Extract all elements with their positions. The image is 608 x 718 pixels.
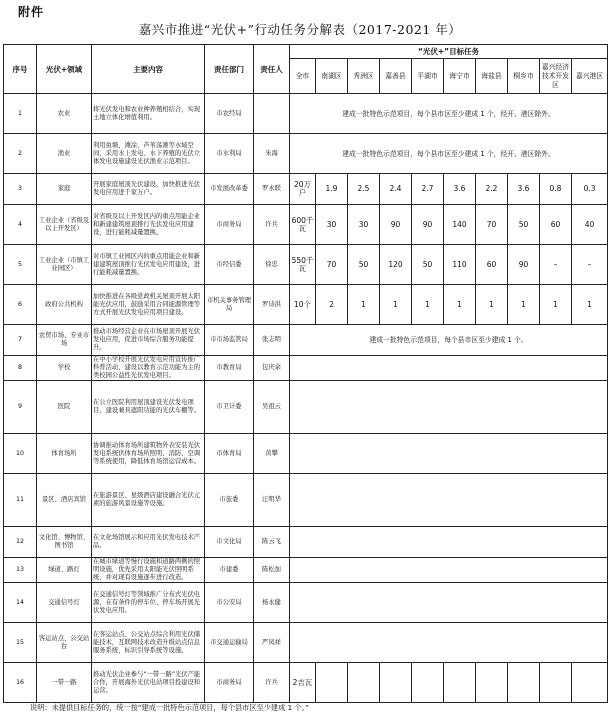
row-target-value: 30 — [316, 205, 348, 245]
table-row — [4, 356, 608, 381]
row-target-value — [380, 663, 412, 703]
row-target-value: 10个 — [290, 285, 316, 325]
table-row — [4, 245, 608, 285]
row-seq: 10 — [4, 434, 37, 474]
row-target-span: 建成一批特色示范项目，每个县市区至少建成 1 个，经开、港区除外。 — [290, 134, 608, 174]
table-row — [4, 558, 608, 583]
row-content: 协调推动体育场所建筑物外表安装光伏发电系统供体育场所照明、消防、空调等系统使用，降低体育场馆运营成本。 — [92, 434, 205, 474]
row-person: 吴祖云 — [254, 381, 290, 434]
row-dept: 市水利局 — [205, 134, 254, 174]
row-field: 工业企业（市镇工业园区） — [37, 245, 92, 285]
row-target-empty — [290, 434, 608, 474]
row-target-value: 1 — [572, 285, 608, 325]
row-person: 陈云飞 — [254, 527, 290, 558]
table-row — [4, 94, 608, 134]
row-field: 客运站点、公交站台 — [37, 623, 92, 663]
header-region: 全市 — [290, 59, 316, 94]
row-target-value: 0.3 — [572, 174, 608, 205]
row-seq: 2 — [4, 134, 37, 174]
row-target-value: 60 — [476, 245, 508, 285]
row-person: 黄攀 — [254, 434, 290, 474]
row-field: 文化馆、博物馆、图书馆 — [37, 527, 92, 558]
row-field: 农业 — [37, 94, 92, 134]
header-region: 海宁市 — [444, 59, 476, 94]
row-target-value: 70 — [476, 205, 508, 245]
header-region: 桐乡市 — [508, 59, 540, 94]
row-seq: 12 — [4, 527, 37, 558]
header-region: 秀洲区 — [348, 59, 380, 94]
row-content: 推动市场经营企业在市场屋顶开展光伏发电应用，促进市场综合服务功能提升。 — [92, 325, 205, 356]
row-target-value: – — [540, 245, 572, 285]
row-seq: 3 — [4, 174, 37, 205]
row-target-value: – — [572, 245, 608, 285]
row-target-value: 60 — [540, 205, 572, 245]
row-seq: 6 — [4, 285, 37, 325]
footnote: 说明：未提供目标任务的，统一按“建成一批特色示范项目，每个县市区至少建成 1 个。” — [30, 703, 309, 712]
row-target-value: 2 — [316, 285, 348, 325]
row-content: 对省级及以上开发区内的重点用能企业和新建建筑屋顶推行光伏发电应用建设，进行能耗减量置换。 — [92, 205, 205, 245]
row-person: 汪明华 — [254, 474, 290, 527]
table-row — [4, 285, 608, 325]
row-target-value: 50 — [508, 205, 540, 245]
row-target-empty — [290, 356, 608, 381]
row-target-value: 600千瓦 — [290, 205, 316, 245]
row-content: 在旅游景区、星级酒店建设融合光伏元素的旅游风景设施等设施。 — [92, 474, 205, 527]
row-seq: 9 — [4, 381, 37, 434]
row-person: 张志明 — [254, 325, 290, 356]
row-target-value: 3.6 — [508, 174, 540, 205]
row-dept: 市体育局 — [205, 434, 254, 474]
row-target-empty — [290, 558, 608, 583]
row-dept: 市商务局 — [205, 663, 254, 703]
row-target-span: 建成一批特色示范项目，每个县市区至少建成 1 个，经开、港区除外。 — [290, 94, 608, 134]
table-row — [4, 434, 608, 474]
row-target-empty — [290, 527, 608, 558]
row-seq: 5 — [4, 245, 37, 285]
row-person: 许兵 — [254, 663, 290, 703]
row-field: 一带一路 — [37, 663, 92, 703]
row-target-value: 40 — [572, 205, 608, 245]
header-targets: “光伏+”目标任务 — [290, 45, 608, 59]
row-field: 医院 — [37, 381, 92, 434]
row-dept: 市教育局 — [205, 356, 254, 381]
table-row — [4, 583, 608, 623]
row-dept: 市卫计委 — [205, 381, 254, 434]
row-content: 在客运站点、公交站点综合利用光伏储能技术，互联网技术改造升级站点信息服务系统，标识引导系统等设施。 — [92, 623, 205, 663]
row-field: 交通信号灯 — [37, 583, 92, 623]
row-dept: 市经信委 — [205, 245, 254, 285]
header-region: 南湖区 — [316, 59, 348, 94]
table-row — [4, 325, 608, 356]
table-row — [4, 663, 608, 703]
row-content: 对市镇工业园区内的重点用能企业和新建建筑屋顶推行光伏发电应用建设，进行能耗减量置换。 — [92, 245, 205, 285]
row-field: 农贸市场、专业市场 — [37, 325, 92, 356]
header-seq: 序号 — [4, 45, 37, 94]
table-row — [4, 623, 608, 663]
row-target-value — [540, 663, 572, 703]
row-target-value — [412, 663, 444, 703]
row-target-value: 3.6 — [444, 174, 476, 205]
table-row — [4, 381, 608, 434]
row-seq: 1 — [4, 94, 37, 134]
row-target-value: 2.2 — [476, 174, 508, 205]
row-target-value: 50 — [412, 245, 444, 285]
row-target-value: 30 — [348, 205, 380, 245]
row-seq: 4 — [4, 205, 37, 245]
header-dept: 责任部门 — [205, 45, 254, 94]
header-region: 嘉善县 — [380, 59, 412, 94]
header-content: 主要内容 — [92, 45, 205, 94]
row-seq: 8 — [4, 356, 37, 381]
row-target-value: 90 — [412, 205, 444, 245]
row-seq: 16 — [4, 663, 37, 703]
row-content: 在公立医院利用屋顶建设光伏发电项目，建设兼具遮阳功能的光伏车棚等。 — [92, 381, 205, 434]
row-target-value: 2.4 — [380, 174, 412, 205]
row-seq: 14 — [4, 583, 37, 623]
row-target-value — [572, 663, 608, 703]
row-target-value: 90 — [508, 245, 540, 285]
row-target-value — [476, 663, 508, 703]
row-seq: 7 — [4, 325, 37, 356]
row-dept: 市机关事务管理局 — [205, 285, 254, 325]
header-field: 光伏+领域 — [37, 45, 92, 94]
row-seq: 11 — [4, 474, 37, 527]
row-content: 开展家庭屋顶光伏建设，加快推进光伏发电应用进千家万户。 — [92, 174, 205, 205]
row-target-span: 建成一批特色示范项目，每个县市区至少建成 1 个。 — [290, 325, 608, 356]
header-region: 嘉兴港区 — [572, 59, 608, 94]
row-field: 学校 — [37, 356, 92, 381]
row-person: 罗诗洪 — [254, 285, 290, 325]
row-target-value: 140 — [444, 205, 476, 245]
table-row — [4, 134, 608, 174]
row-content: 加快推进在各级党政机关屋顶开展太阳能光伏应用，鼓励采用合同能源管理等方式开展光伏发电应用项目建设。 — [92, 285, 205, 325]
row-content: 推动光伏企业参与“一带一路”光伏产能合作，开展海外光伏电站项目投建设和运营。 — [92, 663, 205, 703]
row-target-value: 110 — [444, 245, 476, 285]
row-content: 将光伏发电和农业种养殖相结合，实现土地立体化增值利用。 — [92, 94, 205, 134]
row-field: 绿道、路灯 — [37, 558, 92, 583]
row-dept: 市发展改革委 — [205, 174, 254, 205]
row-target-value: 1.9 — [316, 174, 348, 205]
row-target-value — [444, 663, 476, 703]
row-dept: 市市场监管局 — [205, 325, 254, 356]
row-field: 渔业 — [37, 134, 92, 174]
row-target-value: 1 — [508, 285, 540, 325]
row-target-value: 2.7 — [412, 174, 444, 205]
row-content: 利用鱼塘、滩涂、芦苇荡滩等水域空间，采用水上发电、水下养殖的光伏立体发电设施建设光伏渔业示范项目。 — [92, 134, 205, 174]
header-region: 嘉兴经济技术开发区 — [540, 59, 572, 94]
row-seq: 15 — [4, 623, 37, 663]
row-person: 徐忠 — [254, 245, 290, 285]
row-field: 政府公共机构 — [37, 285, 92, 325]
row-target-empty — [290, 381, 608, 434]
row-person: 许兵 — [254, 205, 290, 245]
row-target-value: 1 — [540, 285, 572, 325]
row-dept: 市旅委 — [205, 474, 254, 527]
row-target-value: 90 — [380, 205, 412, 245]
table-row — [4, 174, 608, 205]
row-person: 罗永联 — [254, 174, 290, 205]
row-dept: 市商务局 — [205, 205, 254, 245]
row-target-value — [316, 663, 348, 703]
row-seq: 13 — [4, 558, 37, 583]
row-content: 在交通信号灯等领域推广分布式光伏电源，在有条件的停车位、停车场开展光伏发电应用。 — [92, 583, 205, 623]
row-content: 在中小学校开展光伏发电应用宣传推广科普活动，建设以教育示范功能为主的类校园公益性光伏发电项目。 — [92, 356, 205, 381]
row-content: 在文化场馆展示和应用光伏发电技术产品。 — [92, 527, 205, 558]
row-target-value: 1 — [348, 285, 380, 325]
task-table — [3, 44, 608, 703]
table-row — [4, 527, 608, 558]
row-field: 体育场所 — [37, 434, 92, 474]
row-field: 景区、酒店宾馆 — [37, 474, 92, 527]
attachment-label: 附件 — [18, 5, 45, 19]
row-target-value: 1 — [444, 285, 476, 325]
row-dept: 市农经局 — [205, 94, 254, 134]
row-target-value: 2吉瓦 — [290, 663, 316, 703]
row-person: 杨永健 — [254, 583, 290, 623]
row-target-value: 70 — [316, 245, 348, 285]
row-target-value: 120 — [380, 245, 412, 285]
header-region: 海盐县 — [476, 59, 508, 94]
header-region: 平湖市 — [412, 59, 444, 94]
row-target-value: 0.8 — [540, 174, 572, 205]
row-target-value: 20万户 — [290, 174, 316, 205]
row-person — [254, 94, 290, 134]
row-dept: 市文化局 — [205, 527, 254, 558]
row-dept: 市交通运输局 — [205, 623, 254, 663]
table-row — [4, 205, 608, 245]
row-target-empty — [290, 474, 608, 527]
header-person: 责任人 — [254, 45, 290, 94]
page-title: 嘉兴市推进“光伏+”行动任务分解表（2017-2021 年） — [138, 22, 462, 37]
row-target-value: 2.5 — [348, 174, 380, 205]
row-target-value — [348, 663, 380, 703]
row-target-value: 1 — [380, 285, 412, 325]
table-row — [4, 474, 608, 527]
row-dept: 市建委 — [205, 558, 254, 583]
row-target-empty — [290, 583, 608, 623]
row-target-empty — [290, 623, 608, 663]
row-target-value: 1 — [476, 285, 508, 325]
row-field: 工业企业（省级及以上开发区） — [37, 205, 92, 245]
row-content: 在城市绿道等慢行设施和道路两侧的照明设施，优先采用太阳能光伏照明系统，并对现有设施逐步进行改造。 — [92, 558, 205, 583]
row-target-value: 550千瓦 — [290, 245, 316, 285]
row-person: 朱海 — [254, 134, 290, 174]
row-target-value: 1 — [412, 285, 444, 325]
row-person: 严凤祥 — [254, 623, 290, 663]
row-target-value: 50 — [348, 245, 380, 285]
row-person: 包庆余 — [254, 356, 290, 381]
row-dept: 市公安局 — [205, 583, 254, 623]
row-field: 家庭 — [37, 174, 92, 205]
row-target-value — [508, 663, 540, 703]
row-person: 陈松加 — [254, 558, 290, 583]
